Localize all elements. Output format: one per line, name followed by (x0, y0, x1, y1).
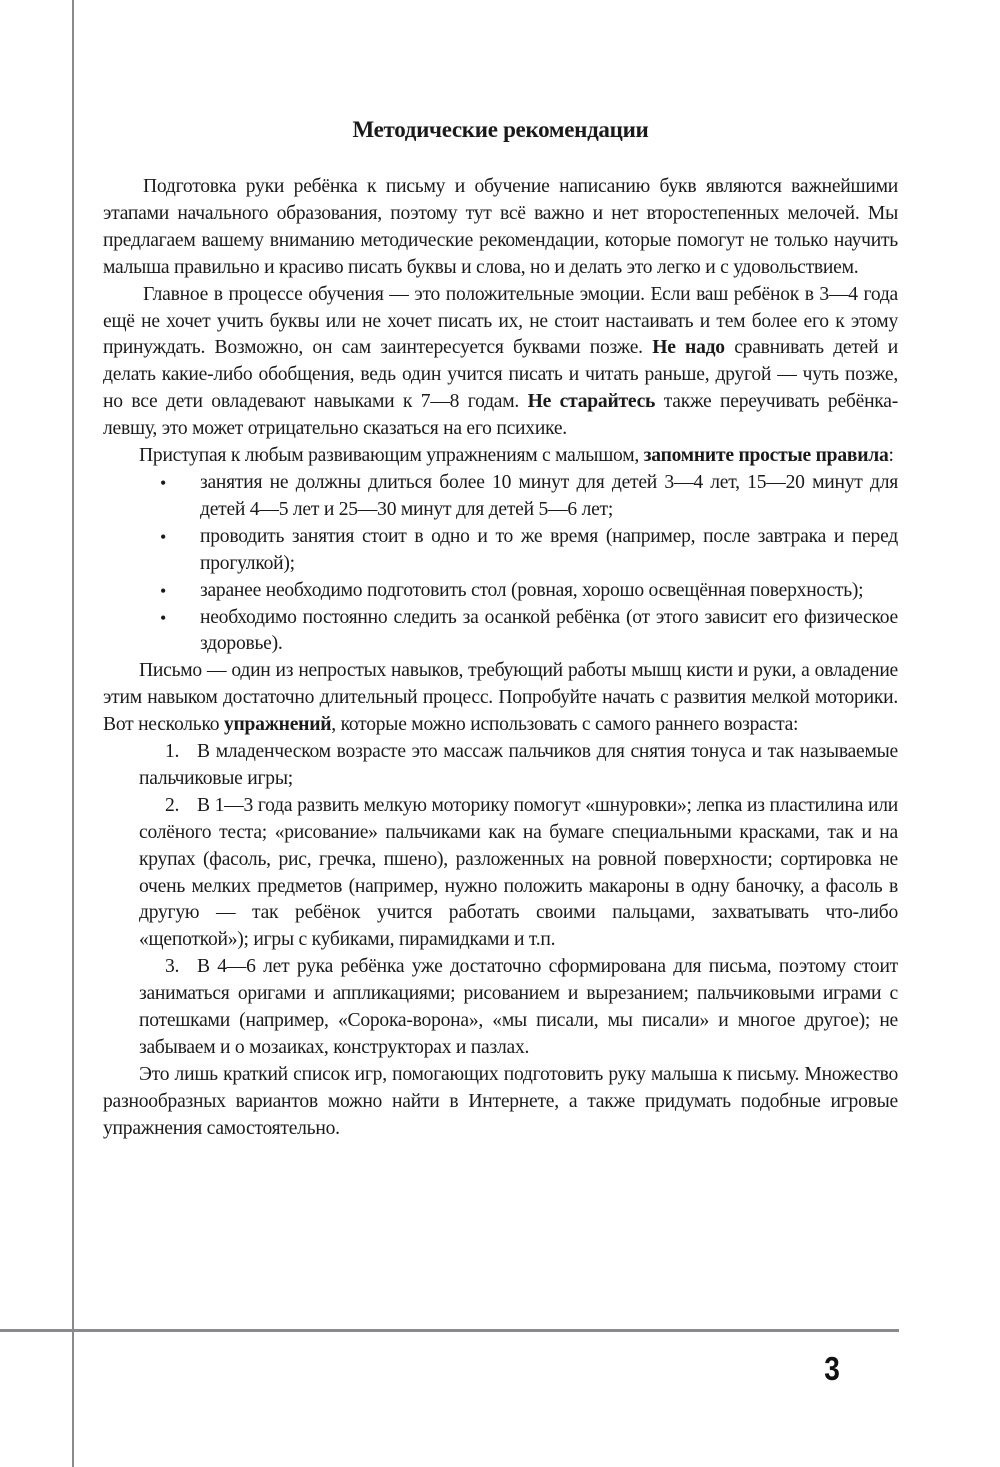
page-number: 3 (824, 1350, 840, 1387)
list-item (139, 954, 898, 1062)
exercises-list (103, 739, 898, 1062)
emphasis-dont-try: Не старайтесь (527, 391, 656, 413)
emotions-paragraph (103, 282, 898, 443)
footer-horizontal-rule (0, 1329, 899, 1332)
text-run: сравнивать детей и делать какие-либо обобщения, ведь один учится писать и читать раньше, другой — чуть позже, но все дети овладевают навыками к 7—8 годам. (103, 337, 898, 413)
list-item-text: В младенческом возрасте это массаж пальчиков для снятия тонуса и так называемые пальчиковые игры; (139, 741, 898, 789)
text-run: : (888, 445, 894, 467)
list-number: 1. (165, 741, 180, 763)
rules-list (103, 470, 898, 658)
list-number: 2. (165, 794, 180, 816)
text-run: также переучивать ребёнка-левшу, это может отрицательно сказаться на его психике. (103, 391, 898, 440)
list-item (160, 470, 898, 524)
list-item-text: заранее необходимо подготовить стол (ровная, хорошо освещённая поверхность); (200, 579, 864, 601)
writing-skills-paragraph (103, 658, 898, 739)
bullet-icon: • (160, 580, 167, 601)
text-run: , которые можно использовать с самого раннего возраста: (331, 714, 799, 736)
bullet-icon: • (160, 607, 167, 628)
bullet-icon: • (160, 526, 167, 547)
emphasis-exercises: упражнений (223, 714, 332, 736)
closing-paragraph: Это лишь краткий список игр, помогающих подготовить руку малыша к письму. Множество разнообразных вариантов можно найти в Интернете, а также придумать подобные игровые упражнения самостоятельно. (103, 1063, 898, 1139)
text-run: Письмо — один из непростых навыков, требующий работы мышц кисти и руки, а овладение этим навыком достаточно длительный процесс. Попробуйте начать с развития мелкой моторики. Вот несколько (103, 660, 898, 736)
list-item-text: занятия не должны длиться более 10 минут для детей 3—4 лет, 15—20 минут для детей 4—5 лет и 25—30 минут для детей 5—6 лет; (200, 471, 898, 520)
rules-intro-paragraph (103, 443, 898, 470)
list-item-text: В 1—3 года развить мелкую моторику помогут «шнуровки»; лепка из пластилина или солёного теста; «рисование» пальчиками как на бумаге специальными красками, так и на крупах (фасоль, рис, гречка, пшено), разложенных на ровной поверхности; сортировка не очень мелких предметов (например, нужно положить макароны в одну баночку, а фасоль в другую — так ребёнок учится работать своими пальцами, захватывать что-либо «щепоткой»); игры с кубиками, пирамидками и т.п. (139, 794, 898, 951)
list-item (160, 578, 898, 605)
list-item-text: В 4—6 лет рука ребёнка уже достаточно сформирована для письма, поэтому стоит заниматься оригами и аппликациями; рисованием и вырезанием; пальчиковыми играми с потешками (например, «Сорока-ворона», «мы писали, мы писали» и многое другое); не забываем и о мозаиках, конструкторах и пазлах. (139, 956, 898, 1058)
list-item (139, 739, 898, 793)
text-run: Приступая к любым развивающим упражнениям с малышом, (139, 445, 644, 467)
intro-paragraph: Подготовка руки ребёнка к письму и обучение написанию букв являются важнейшими этапами начального образования, поэтому тут всё важно и нет второстепенных мелочей. Мы предлагаем вашему вниманию методические рекомендации, которые помогут не только научить малыша правильно и красиво писать буквы и слова, но и делать это легко и с удовольствием. (103, 176, 898, 278)
list-item-text: необходимо постоянно следить за осанкой ребёнка (от этого зависит его физическое здоровье). (200, 606, 898, 655)
bullet-icon: • (160, 472, 167, 493)
emphasis-rules: запомните простые правила (643, 445, 889, 467)
page-title: Методические рекомендации (352, 117, 649, 142)
list-item (160, 524, 898, 578)
list-item (160, 605, 898, 659)
margin-vertical-rule (72, 0, 74, 1467)
list-item-text: проводить занятия стоит в одно и то же время (например, после завтрака и перед прогулкой); (200, 525, 898, 574)
page-content (103, 112, 898, 1143)
list-item (139, 793, 898, 954)
emphasis-dont: Не надо (652, 337, 725, 359)
list-number: 3. (165, 956, 180, 978)
text-run: Главное в процессе обучения — это положительные эмоции. Если ваш ребёнок в 3—4 года ещё не хочет учить буквы или не хочет писать их, не стоит настаивать и тем более его к этому принуждать. Возможно, он сам заинтересуется буквами позже. (103, 283, 898, 359)
